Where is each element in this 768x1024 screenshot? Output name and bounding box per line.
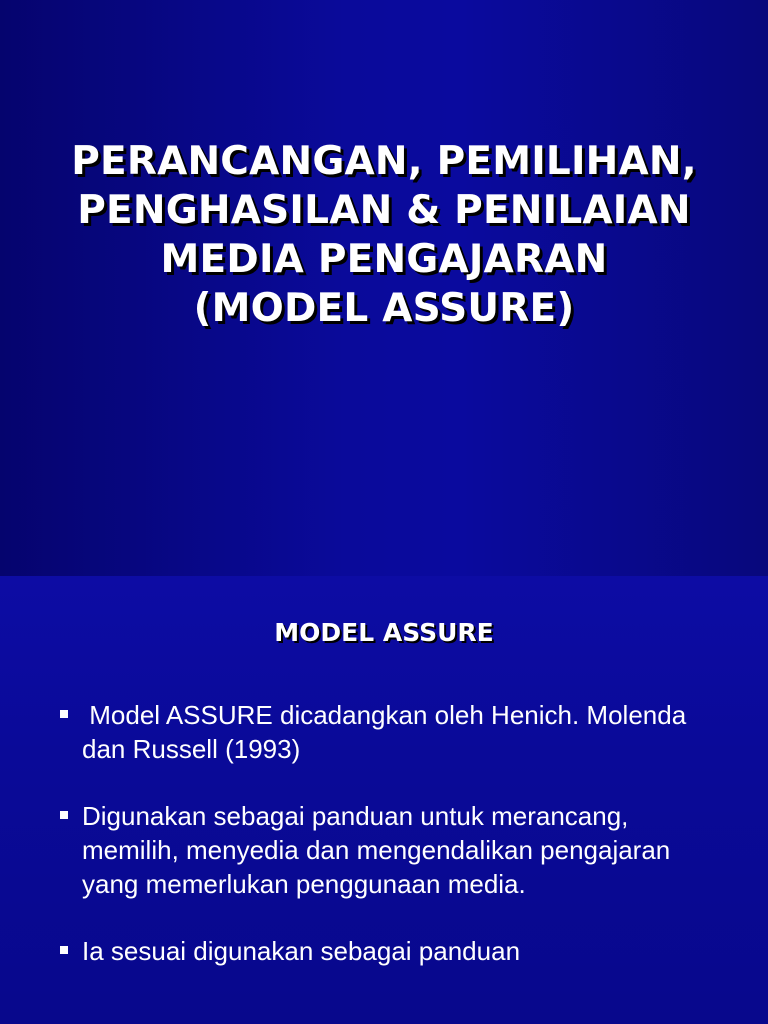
bullet-item xyxy=(58,698,698,766)
slide-heading: MODEL ASSURE xyxy=(274,618,494,647)
bullet-text: Ia sesuai digunakan sebagai panduan xyxy=(82,936,521,966)
slide-title xyxy=(0,137,768,333)
title-line-4: (MODEL ASSURE) xyxy=(193,286,575,331)
title-line-3: MEDIA PENGAJARAN xyxy=(160,237,608,282)
bullet-text: Model ASSURE dicadangkan oleh Henich. Molenda dan Russell (1993) xyxy=(82,700,694,764)
content-slide xyxy=(0,576,768,1024)
bullet-text: Digunakan sebagai panduan untuk merancang, memilih, menyedia dan mengendalikan pengajaran yang memerlukan penggunaan media. xyxy=(82,801,671,899)
square-bullet-icon xyxy=(60,946,68,954)
title-line-2: PENGHASILAN & PENILAIAN xyxy=(77,188,691,233)
square-bullet-icon xyxy=(60,710,68,718)
square-bullet-icon xyxy=(60,811,68,819)
bullet-list xyxy=(58,698,698,1001)
bullet-item xyxy=(58,934,698,968)
title-line-1: PERANCANGAN, PEMILIHAN, xyxy=(71,139,697,184)
bullet-item xyxy=(58,799,698,901)
